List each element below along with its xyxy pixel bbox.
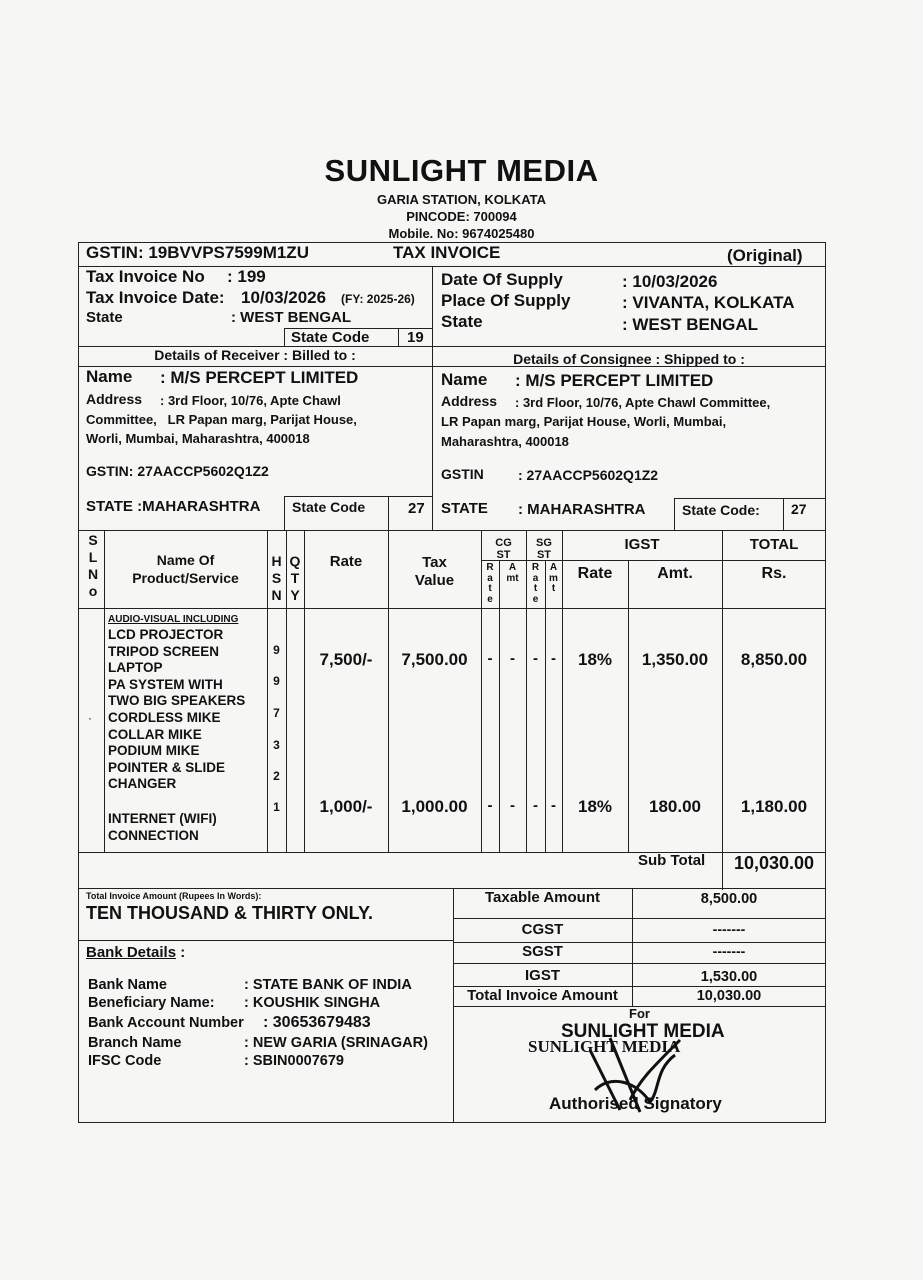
consignee-address-line2: LR Papan marg, Parijat House, Worli, Mumbai, bbox=[441, 414, 727, 429]
receiver-name-value: : M/S PERCEPT LIMITED bbox=[160, 368, 359, 387]
supply-state-label: State bbox=[441, 312, 483, 331]
col-header-total-rs: Rs. bbox=[761, 565, 787, 582]
signature-company: SUNLIGHT MEDIA bbox=[561, 1021, 725, 1042]
receiver-state: STATE :MAHARASHTRA bbox=[86, 498, 261, 515]
header-line: ST bbox=[496, 549, 511, 561]
receiver-name-label: Name bbox=[86, 367, 133, 386]
header-char: N bbox=[271, 587, 282, 603]
divider bbox=[398, 328, 399, 346]
divider bbox=[78, 366, 826, 367]
invoice-date-value: 10/03/2026 bbox=[241, 288, 327, 307]
consignee-state-code: 27 bbox=[791, 501, 807, 517]
cgst-value: ------- bbox=[712, 921, 746, 937]
header-char: L bbox=[88, 549, 98, 565]
header-char: m bbox=[549, 572, 558, 584]
receiver-heading: Details of Receiver : Billed to : bbox=[154, 347, 356, 363]
item-name: PODIUM MIKE bbox=[108, 743, 200, 759]
invoice-state-label: State bbox=[86, 309, 123, 326]
col-header-rate: Rate bbox=[329, 553, 363, 570]
consignee-address-line3: Maharashtra, 400018 bbox=[441, 434, 569, 449]
divider bbox=[78, 530, 826, 531]
header-char: Y bbox=[290, 587, 300, 603]
header-char: e bbox=[487, 593, 493, 605]
header-line: Value bbox=[414, 572, 455, 589]
divider bbox=[78, 940, 453, 941]
item-name-list bbox=[108, 627, 245, 793]
branch-label: Branch Name bbox=[88, 1035, 182, 1051]
total-invoice-label: Total Invoice Amount bbox=[467, 987, 618, 1004]
bank-heading-suffix: : bbox=[176, 944, 186, 961]
consignee-address-line1: : 3rd Floor, 10/76, Apte Chawl Committee, bbox=[515, 395, 771, 410]
item-name: POINTER & SLIDE bbox=[108, 759, 226, 775]
divider bbox=[783, 498, 784, 530]
frame-left bbox=[78, 242, 79, 1123]
line2-sgst-rate: - bbox=[533, 797, 538, 814]
divider bbox=[78, 852, 826, 853]
line2-rate: 1,000/- bbox=[319, 797, 373, 816]
col-header-hsn bbox=[267, 553, 286, 604]
line1-sgst-amt: - bbox=[551, 650, 556, 667]
seller-gstin: GSTIN: 19BVVPS7599M1ZU bbox=[86, 243, 309, 262]
sgst-rate-header bbox=[526, 563, 545, 605]
company-address: GARIA STATION, KOLKATA bbox=[377, 192, 546, 207]
signature-company-stamp: SUNLIGHT MEDIA bbox=[528, 1037, 681, 1056]
consignee-state-value: : MAHARASHTRA bbox=[518, 501, 646, 518]
header-char: a bbox=[532, 572, 539, 584]
invoice-no-value: : 199 bbox=[227, 267, 266, 286]
frame-bottom bbox=[78, 1122, 826, 1123]
bank-name-value: : STATE BANK OF INDIA bbox=[244, 977, 412, 993]
item-name: PA SYSTEM WITH bbox=[108, 676, 223, 692]
amount-in-words: TEN THOUSAND & THIRTY ONLY. bbox=[86, 903, 374, 923]
col-header-igst-rate: Rate bbox=[577, 565, 613, 582]
header-char: t bbox=[533, 583, 538, 594]
divider bbox=[78, 608, 826, 609]
item-name: CONNECTION bbox=[108, 827, 199, 843]
consignee-gstin-label: GSTIN bbox=[441, 466, 484, 482]
branch-value: : NEW GARIA (SRINAGAR) bbox=[244, 1035, 428, 1051]
hsn-qty: 9 bbox=[273, 643, 280, 657]
cgst-rate-header bbox=[481, 563, 499, 605]
header-char: T bbox=[290, 570, 300, 586]
sgst-value: ------- bbox=[712, 943, 746, 959]
sl-mark: · bbox=[88, 711, 92, 725]
receiver-address-line2: Committee, LR Papan marg, Parijat House, bbox=[86, 412, 357, 427]
line2-cgst-amt: - bbox=[510, 797, 515, 814]
receiver-address-line1: : 3rd Floor, 10/76, Apte Chawl bbox=[160, 393, 341, 408]
state-code-label: State Code bbox=[291, 329, 370, 346]
line2-cgst-rate: - bbox=[487, 797, 493, 814]
item-name: INTERNET (WIFI) bbox=[108, 811, 217, 826]
receiver-address-line3: Worli, Mumbai, Maharashtra, 400018 bbox=[86, 431, 310, 446]
invoice-date-label: Tax Invoice Date: bbox=[86, 288, 225, 307]
header-line: ST bbox=[536, 549, 552, 561]
item-name: LAPTOP bbox=[108, 660, 163, 676]
beneficiary-label: Beneficiary Name: bbox=[88, 995, 215, 1011]
divider bbox=[453, 963, 826, 964]
header-line: Tax bbox=[422, 554, 447, 571]
header-char: mt bbox=[506, 572, 519, 584]
line1-tax-value: 7,500.00 bbox=[401, 650, 468, 669]
hsn-qty: 3 bbox=[273, 738, 280, 752]
consignee-gstin-value: : 27AACCP5602Q1Z2 bbox=[518, 467, 659, 483]
cgst-label: CGST bbox=[521, 921, 564, 938]
signature-for: For bbox=[629, 1006, 650, 1021]
header-char: A bbox=[549, 562, 558, 573]
subtotal-label: Sub Total bbox=[638, 852, 706, 869]
col-header-total: TOTAL bbox=[749, 536, 799, 553]
divider bbox=[284, 496, 285, 530]
line1-cgst-rate: - bbox=[487, 650, 493, 667]
divider bbox=[432, 266, 433, 530]
invoice-no-label: Tax Invoice No bbox=[86, 267, 205, 286]
igst-value: 1,530.00 bbox=[700, 969, 758, 985]
items-heading: AUDIO-VISUAL INCLUDING bbox=[108, 614, 239, 625]
hsn-qty: 7 bbox=[273, 706, 280, 720]
line2-igst-amt: 180.00 bbox=[649, 797, 701, 816]
receiver-state-code: 27 bbox=[408, 500, 425, 517]
header-char: R bbox=[486, 562, 494, 573]
account-number-value: : 30653679483 bbox=[263, 1014, 371, 1031]
header-line: CG bbox=[495, 537, 512, 549]
col-header-tax-value bbox=[388, 554, 481, 590]
header-char: o bbox=[88, 583, 98, 599]
item-name: LCD PROJECTOR bbox=[108, 627, 224, 642]
sgst-label: SGST bbox=[522, 943, 563, 960]
header-line: Product/Service bbox=[132, 570, 239, 586]
consignee-name-label: Name bbox=[441, 370, 488, 389]
line1-sgst-rate: - bbox=[533, 650, 538, 667]
col-header-igst-amt: Amt. bbox=[657, 565, 693, 582]
supply-date-value: : 10/03/2026 bbox=[622, 272, 718, 291]
line1-igst-rate: 18% bbox=[577, 650, 613, 669]
consignee-state-label: STATE bbox=[441, 500, 488, 517]
igst-label: IGST bbox=[524, 967, 560, 984]
ifsc-value: : SBIN0007679 bbox=[244, 1053, 344, 1069]
header-line: Name Of bbox=[156, 552, 215, 568]
header-char: e bbox=[532, 593, 539, 605]
consignee-name-value: : M/S PERCEPT LIMITED bbox=[515, 371, 714, 390]
col-header-sl bbox=[84, 532, 102, 600]
bank-heading bbox=[86, 944, 185, 961]
header-char: a bbox=[487, 572, 493, 584]
divider bbox=[453, 918, 826, 919]
item-name: TWO BIG SPEAKERS bbox=[108, 693, 246, 709]
receiver-state-code-label: State Code bbox=[292, 499, 366, 515]
place-of-supply-value: : VIVANTA, KOLKATA bbox=[622, 293, 795, 312]
header-char: N bbox=[87, 566, 99, 582]
consignee-heading: Details of Consignee : Shipped to : bbox=[513, 351, 745, 367]
total-invoice-value: 10,030.00 bbox=[696, 988, 762, 1004]
item-name: CHANGER bbox=[108, 776, 177, 792]
item-name: TRIPOD SCREEN bbox=[108, 643, 220, 659]
hsn-qty: 1 bbox=[273, 800, 280, 814]
hsn-qty: 9 bbox=[273, 674, 280, 688]
divider bbox=[674, 498, 675, 530]
company-mobile: Mobile. No: 9674025480 bbox=[388, 226, 535, 241]
divider bbox=[674, 498, 826, 499]
line1-rate: 7,500/- bbox=[319, 650, 373, 669]
taxable-amount-label: Taxable Amount bbox=[484, 889, 600, 906]
divider bbox=[284, 328, 285, 346]
beneficiary-value: : KOUSHIK SINGHA bbox=[244, 995, 381, 1011]
company-name: SUNLIGHT MEDIA bbox=[324, 153, 599, 188]
account-number-label: Bank Account Number bbox=[88, 1015, 244, 1031]
header-char: t bbox=[488, 583, 492, 594]
item-name: CORDLESS MIKE bbox=[108, 709, 221, 725]
bank-heading-text: Bank Details bbox=[86, 944, 177, 961]
fiscal-year: (FY: 2025-26) bbox=[341, 292, 415, 306]
line2-igst-rate: 18% bbox=[577, 797, 613, 816]
line1-cgst-amt: - bbox=[510, 650, 515, 667]
item-name-list-2 bbox=[108, 811, 217, 844]
sgst-amt-header bbox=[545, 563, 562, 595]
company-pincode: PINCODE: 700094 bbox=[406, 209, 517, 224]
words-label: Total Invoice Amount (Rupees In Words): bbox=[86, 891, 262, 901]
col-line bbox=[722, 530, 723, 890]
bank-name-label: Bank Name bbox=[88, 977, 167, 993]
authorised-signatory: Authorised Signatory bbox=[549, 1094, 722, 1113]
header-char: Q bbox=[289, 553, 301, 569]
divider bbox=[78, 888, 826, 889]
item-name: COLLAR MIKE bbox=[108, 726, 202, 742]
consignee-address-label: Address bbox=[441, 393, 498, 409]
copy-label: (Original) bbox=[727, 246, 803, 265]
line2-tax-value: 1,000.00 bbox=[401, 797, 468, 816]
header-char: R bbox=[531, 562, 540, 573]
taxable-amount-value: 8,500.00 bbox=[700, 891, 758, 907]
state-code-value: 19 bbox=[407, 329, 424, 346]
col-header-cgst bbox=[481, 537, 526, 561]
header-char: H bbox=[271, 553, 282, 569]
line1-igst-amt: 1,350.00 bbox=[641, 650, 709, 669]
supply-state-value: : WEST BENGAL bbox=[622, 315, 758, 334]
place-of-supply-label: Place Of Supply bbox=[441, 291, 571, 310]
cgst-amt-header bbox=[499, 563, 526, 584]
col-header-igst: IGST bbox=[624, 536, 660, 553]
invoice-state-value: : WEST BENGAL bbox=[231, 309, 351, 326]
doc-type: TAX INVOICE bbox=[393, 243, 501, 262]
supply-date-label: Date Of Supply bbox=[441, 270, 563, 289]
receiver-address-label: Address bbox=[86, 391, 143, 407]
header-line: SG bbox=[536, 537, 552, 549]
header-char: S bbox=[271, 570, 282, 586]
divider bbox=[284, 496, 432, 497]
header-char: A bbox=[508, 562, 517, 573]
receiver-gstin: GSTIN: 27AACCP5602Q1Z2 bbox=[86, 463, 269, 479]
divider bbox=[388, 496, 389, 530]
consignee-state-code-label: State Code: bbox=[682, 502, 760, 518]
col-header-name bbox=[104, 551, 267, 587]
ifsc-label: IFSC Code bbox=[88, 1053, 162, 1069]
header-char: t bbox=[551, 583, 556, 594]
subtotal-value: 10,030.00 bbox=[733, 853, 815, 873]
line1-total: 8,850.00 bbox=[740, 650, 808, 669]
col-header-sgst bbox=[526, 537, 562, 561]
hsn-qty: 2 bbox=[273, 769, 280, 783]
line2-sgst-amt: - bbox=[551, 797, 556, 814]
col-header-qty bbox=[286, 553, 304, 604]
header-char: S bbox=[88, 532, 98, 548]
line2-total: 1,180.00 bbox=[740, 797, 808, 816]
